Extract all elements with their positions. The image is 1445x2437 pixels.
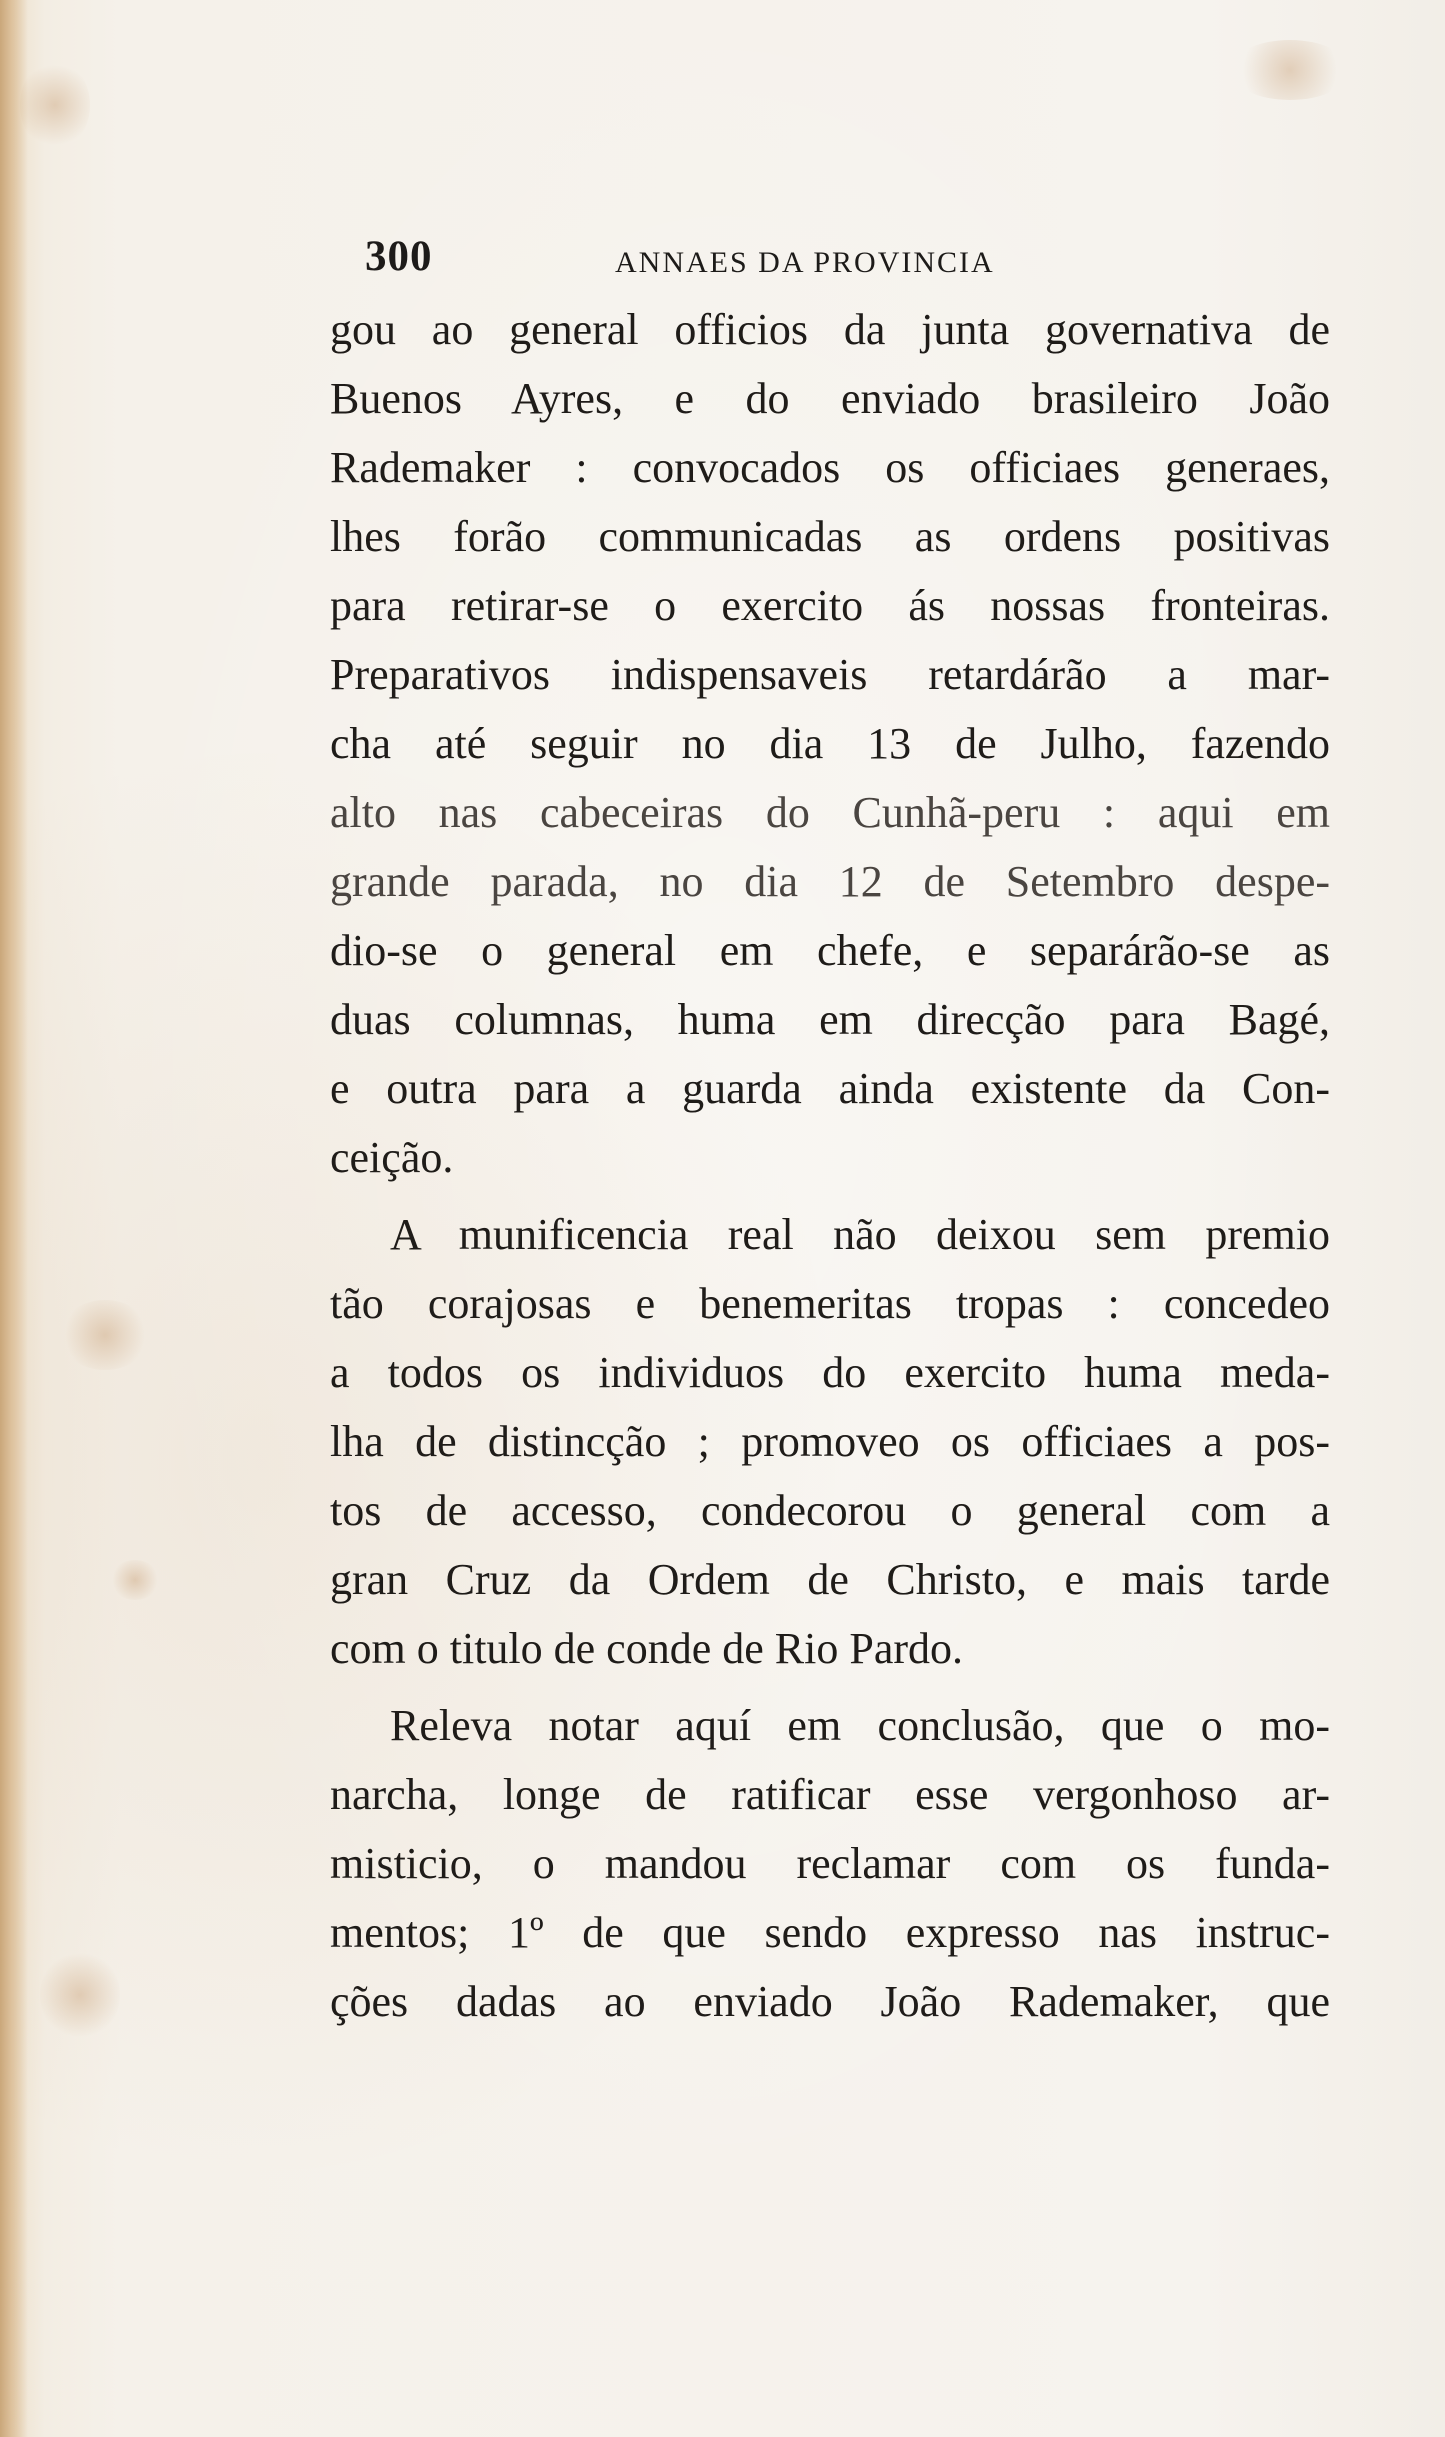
text-line: e outra para a guarda ainda existente da Con-: [330, 1064, 1330, 1113]
text-line: duas columnas, huma em direcção para Bagé,: [330, 995, 1330, 1044]
text-line: com o titulo de conde de Rio Pardo.: [330, 1624, 963, 1673]
text-line: a todos os individuos do exercito huma meda-: [330, 1348, 1330, 1397]
foxing-stain: [40, 1950, 120, 2040]
text-line: cha até seguir no dia 13 de Julho, fazendo: [330, 719, 1330, 768]
text-line: tos de accesso, condecorou o general com a: [330, 1486, 1330, 1535]
text-line: grande parada, no dia 12 de Setembro despe-: [330, 857, 1330, 906]
text-line: gran Cruz da Ordem de Christo, e mais tarde: [330, 1555, 1330, 1604]
text-line: A munificencia real não deixou sem premio: [390, 1210, 1330, 1259]
text-line: Releva notar aquí em conclusão, que o mo-: [390, 1701, 1330, 1750]
text-line: misticio, o mandou reclamar com os funda-: [330, 1839, 1330, 1888]
page-number: 300: [365, 233, 433, 280]
text-line: Rademaker : convocados os officiaes generaes,: [330, 443, 1330, 492]
text-line: mentos; 1º de que sendo expresso nas instruc-: [330, 1908, 1330, 1957]
text-line: narcha, longe de ratificar esse vergonhoso ar-: [330, 1770, 1330, 1819]
text-line: Preparativos indispensaveis retardárão a mar-: [330, 650, 1330, 699]
text-line: lhes forão communicadas as ordens positivas: [330, 512, 1330, 561]
text-line: tão corajosas e benemeritas tropas : concedeo: [330, 1279, 1330, 1328]
foxing-stain: [60, 1300, 150, 1370]
text-line: ceição.: [330, 1133, 454, 1182]
text-line: Buenos Ayres, e do enviado brasileiro João: [330, 374, 1330, 423]
text-line: ções dadas ao enviado João Rademaker, que: [330, 1977, 1330, 2026]
foxing-stain: [20, 60, 90, 150]
text-line: alto nas cabeceiras do Cunhã-peru : aqui em: [330, 788, 1330, 837]
text-line: gou ao general officios da junta governativa de: [330, 305, 1330, 354]
running-head: ANNAES DA PROVINCIA: [615, 246, 995, 279]
text-line: dio-se o general em chefe, e separárão-se as: [330, 926, 1330, 975]
foxing-stain: [110, 1560, 160, 1600]
text-line: para retirar-se o exercito ás nossas fronteiras.: [330, 581, 1330, 630]
page-header: [365, 232, 1065, 292]
page-binding-edge: [0, 0, 28, 2437]
foxing-stain: [1230, 40, 1350, 100]
body-text: [330, 295, 1330, 2036]
text-line: lha de distincção ; promoveo os officiaes a pos-: [330, 1417, 1330, 1466]
